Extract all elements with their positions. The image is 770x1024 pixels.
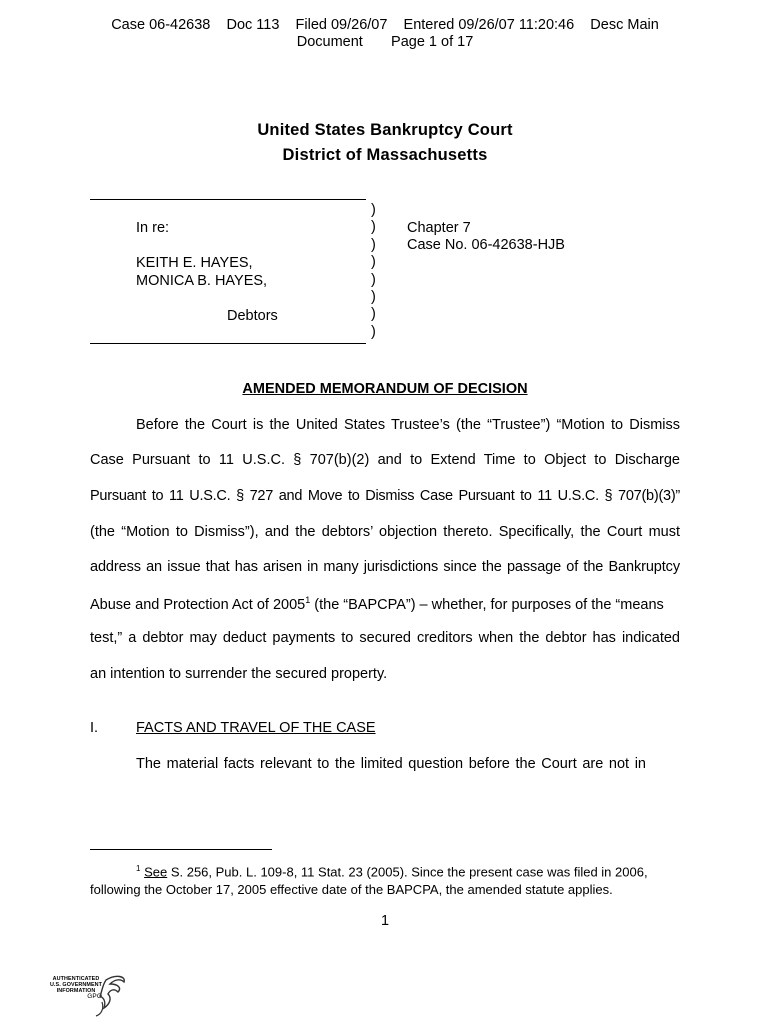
footnote-line-1 xyxy=(136,864,648,879)
footnote-marker: 1 xyxy=(136,864,141,873)
seal-line-2: U.S. GOVERNMENT xyxy=(49,982,103,988)
footnote-rule xyxy=(90,849,272,850)
intro-line-8: an intention to surrender the secured property. xyxy=(90,666,388,682)
intro-line-5: address an issue that has arisen in many jurisdictions since the passage of the Bankruptcy xyxy=(90,559,680,575)
seal-line-3: INFORMATION xyxy=(56,988,96,994)
intro-line-6 xyxy=(90,595,680,613)
intro-line-6-start: Abuse and Protection Act of 2005 xyxy=(90,596,306,613)
footnote-see: See xyxy=(144,864,168,880)
caption-debtor-1: KEITH E. HAYES, xyxy=(136,255,253,271)
filing-stamp-line1: Case 06-42638 Doc 113 Filed 09/26/07 Entered 09/26/07 11:20:46 Desc Main xyxy=(111,17,659,33)
seal-line-4: GPO xyxy=(87,993,102,1000)
footnote-ref: 1 xyxy=(305,595,311,605)
intro-line-3: Pursuant to 11 U.S.C. § 727 and Move to Dismiss Case Pursuant to 11 U.S.C. § 707(b)(3)” xyxy=(90,488,680,504)
filing-stamp-line2: Document Page 1 of 17 xyxy=(296,34,474,50)
section-first-line: The material facts relevant to the limited question before the Court are not in xyxy=(136,756,646,772)
intro-line-2: Case Pursuant to 11 U.S.C. § 707(b)(2) and to Extend Time to Object to Discharge xyxy=(90,452,680,468)
gpo-authentication-seal xyxy=(44,972,128,1018)
page-number: 1 xyxy=(380,913,390,929)
intro-line-1: Before the Court is the United States Trustee’s (the “Trustee”) “Motion to Dismiss xyxy=(136,417,680,433)
intro-line-7: test,” a debtor may deduct payments to secured creditors when the debtor has indicated xyxy=(90,630,680,646)
court-name: United States Bankruptcy Court xyxy=(257,121,513,139)
eagle-icon xyxy=(44,972,128,1018)
caption-case-number: Case No. 06-42638-HJB xyxy=(407,237,565,253)
caption-parentheses: ) ) ) ) ) ) ) ) xyxy=(371,202,376,340)
caption-debtors-label: Debtors xyxy=(227,308,278,324)
caption-chapter: Chapter 7 xyxy=(407,220,471,236)
document-title: AMENDED MEMORANDUM OF DECISION xyxy=(242,381,528,397)
section-title: FACTS AND TRAVEL OF THE CASE xyxy=(136,720,376,736)
court-district: District of Massachusetts xyxy=(282,146,488,164)
intro-line-6-end: (the “BAPCPA”) – whether, for purposes of the “means xyxy=(310,596,664,613)
caption-debtor-2: MONICA B. HAYES, xyxy=(136,273,268,289)
intro-line-4: (the “Motion to Dismiss”), and the debtors’ objection thereto. Specifically, the Court must xyxy=(90,524,680,540)
footnote-line-2: following the October 17, 2005 effective date of the BAPCPA, the amended statute applies. xyxy=(90,882,613,897)
caption-bottom-rule xyxy=(90,343,366,344)
caption-in-re: In re: xyxy=(136,220,170,236)
caption-top-rule xyxy=(90,199,366,200)
section-number: I. xyxy=(90,720,99,736)
seal-line-1: AUTHENTICATED xyxy=(52,976,100,982)
footnote-line-1-text: S. 256, Pub. L. 109-8, 11 Stat. 23 (2005). Since the present case was filed in 2006, xyxy=(167,864,648,880)
